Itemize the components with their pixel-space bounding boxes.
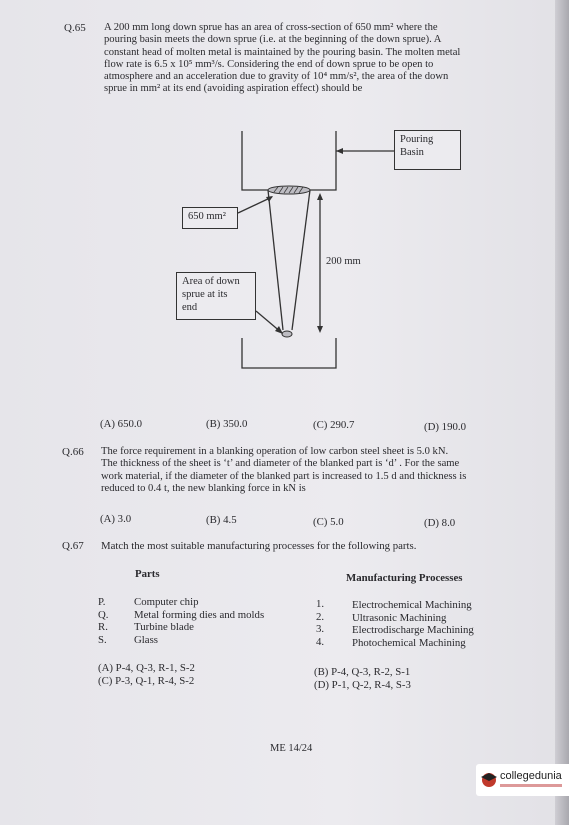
q65-line: atmosphere and an acceleration due to gravity of 10⁴ mm/s², the area of the down	[104, 71, 449, 83]
q66-option-a: (A) 3.0	[100, 513, 132, 525]
list-item: Photochemical Machining	[352, 636, 466, 649]
page-number: ME 14/24	[270, 743, 313, 754]
q65-line: A 200 mm long down sprue has an area of cross-section of 650 mm² where the	[104, 22, 438, 33]
q65-line: flow rate is 6.5 x 10⁵ mm³/s. Considering the end of down sprue to be open to	[104, 58, 434, 70]
list-item: Turbine blade	[134, 621, 194, 634]
list-item: Electrochemical Machining	[352, 599, 472, 611]
graduation-cap-icon	[480, 770, 498, 788]
q65-option-a: (A) 650.0	[100, 418, 142, 430]
q67-option-a: (A) P-4, Q-3, R-1, S-2	[98, 662, 195, 674]
logo-brand: collegedunia	[500, 770, 562, 782]
parts-header: Parts	[135, 568, 160, 580]
parts-list	[134, 596, 264, 646]
q67-number: Q.67	[62, 540, 84, 552]
q66-line: work material, if the diameter of the blanked part is increased to 1.5 d and thickness is	[101, 470, 467, 482]
list-item: Glass	[134, 633, 158, 646]
list-item: Computer chip	[134, 596, 199, 608]
area-top-label: 650 mm²	[182, 207, 238, 229]
list-item: Ultrasonic Machining	[352, 611, 447, 624]
processes-header: Manufacturing Processes	[346, 572, 463, 584]
q66-option-d: (D) 8.0	[424, 517, 456, 529]
q67-option-c: (C) P-3, Q-1, R-4, S-2	[98, 675, 195, 687]
length-label: 200 mm	[326, 256, 361, 267]
q65-line: constant head of molten metal is maintained by the pouring basin. The molten metal	[104, 46, 461, 58]
q66-line: The thickness of the sheet is ‘t’ and diameter of the blanked part is ‘d’ . For the same	[101, 458, 460, 470]
q67-text: Match the most suitable manufacturing processes for the following parts.	[101, 540, 417, 552]
collegedunia-logo	[476, 764, 569, 796]
pouring-basin-label: Pouring Basin	[394, 130, 461, 170]
part-letters: P. Q. R. S.	[98, 596, 109, 646]
q66-line: The force requirement in a blanking operation of low carbon steel sheet is 5.0 kN.	[101, 446, 449, 457]
q65-number: Q.65	[64, 22, 86, 34]
q67-option-d: (D) P-1, Q-2, R-4, S-3	[314, 679, 411, 691]
q65-line: sprue in mm² at its end (avoiding aspiration effect) should be	[104, 83, 363, 95]
q66-number: Q.66	[62, 446, 84, 458]
q65-option-c: (C) 290.7	[313, 419, 355, 431]
q66-text	[101, 446, 521, 495]
area-end-label: Area of down sprue at its end	[176, 272, 256, 320]
sprue-diagram	[0, 0, 569, 400]
processes-list	[352, 599, 474, 649]
q66-option-c: (C) 5.0	[313, 516, 344, 528]
q66-option-b: (B) 4.5	[206, 514, 237, 526]
q65-line: pouring basin meets the down sprue (i.e. at the beginning of the down sprue). A	[104, 34, 442, 46]
q65-option-d: (D) 190.0	[424, 421, 466, 433]
process-numbers: 1. 2. 3. 4.	[316, 598, 325, 648]
q67-option-b: (B) P-4, Q-3, R-2, S-1	[314, 666, 411, 678]
list-item: Metal forming dies and molds	[134, 608, 265, 621]
list-item: Electrodischarge Machining	[352, 624, 474, 637]
q66-line: reduced to 0.4 t, the new blanking force in kN is	[101, 482, 306, 494]
q65-option-b: (B) 350.0	[206, 418, 248, 430]
logo-tagline-bar	[500, 784, 562, 787]
